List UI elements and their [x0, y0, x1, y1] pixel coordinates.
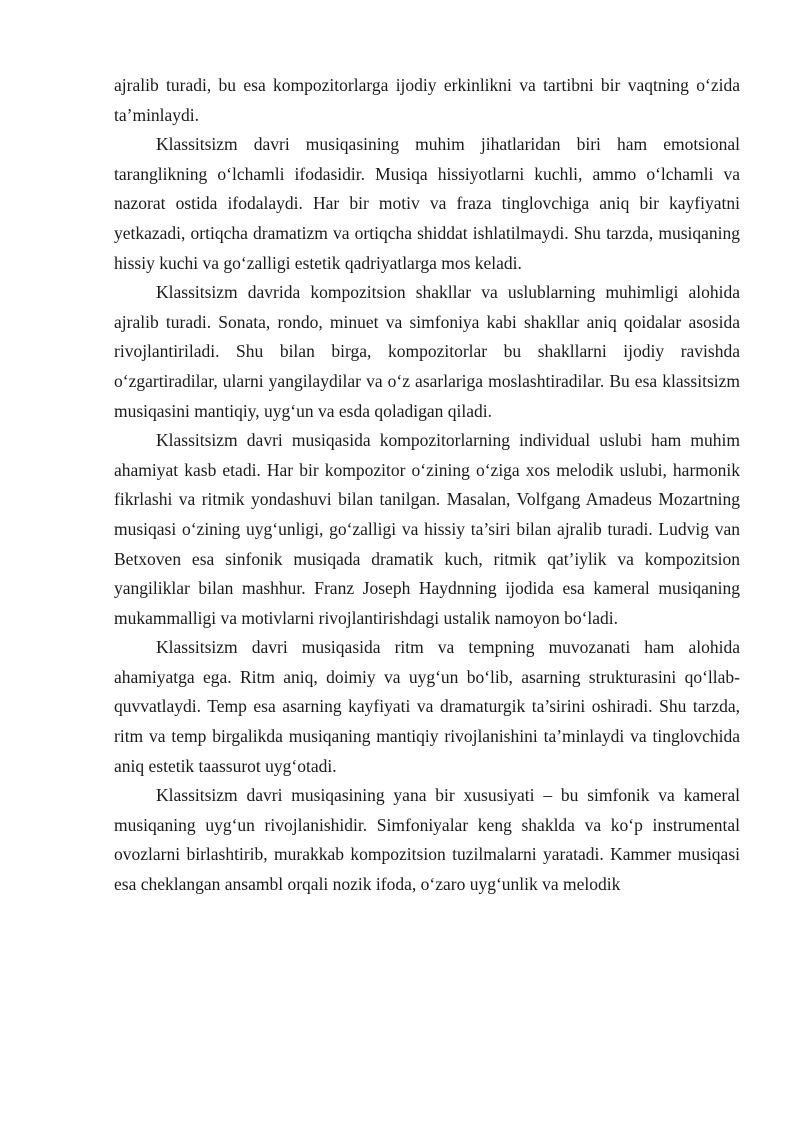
paragraph-continuation: ajralib turadi, bu esa kompozitorlarga ijodiy erkinlikni va tartibni bir vaqtning o‘zida ta’minlaydi.: [114, 75, 740, 125]
document-page: [114, 71, 740, 900]
paragraph-compositional-forms: Klassitsizm davrida kompozitsion shakllar va uslublarning muhimligi alohida ajralib turadi. Sonata, rondo, minuet va simfoniya kabi shakllar aniq qoidalar asosida rivojlantiriladi. Shu bilan birga, kompozitorlar bu shakllarni ijodiy ravishda o‘zgartiradilar, ularni yangilaydilar va o‘z asarlariga moslashtiradilar. Bu esa klassitsizm musiqasini mantiqiy, uyg‘un va esda qoladigan qiladi.: [114, 282, 740, 421]
paragraph-emotional-tension: Klassitsizm davri musiqasining muhim jihatlaridan biri ham emotsional taranglikning o‘lchamli ifodasidir. Musiqa hissiyotlarni kuchli, ammo o‘lchamli va nazorat ostida ifodalaydi. Har bir motiv va fraza tinglovchiga aniq bir kayfiyatni yetkazadi, ortiqcha dramatizm va ortiqcha shiddat ishlatilmaydi. Shu tarzda, musiqaning hissiy kuchi va go‘zalligi estetik qadriyatlarga mos keladi.: [114, 134, 740, 273]
paragraph-rhythm-tempo: Klassitsizm davri musiqasida ritm va tempning muvozanati ham alohida ahamiyatga ega. Ritm aniq, doimiy va uyg‘un bo‘lib, asarning strukturasini qo‘llab-quvvatlaydi. Temp esa asarning kayfiyati va dramaturgik ta’sirini oshiradi. Shu tarzda, ritm va temp birgalikda musiqaning mantiqiy rivojlanishini ta’minlaydi va tinglovchida aniq estetik taassurot uyg‘otadi.: [114, 637, 740, 776]
paragraph-individual-style: Klassitsizm davri musiqasida kompozitorlarning individual uslubi ham muhim ahamiyat kasb etadi. Har bir kompozitor o‘zining o‘ziga xos melodik uslubi, harmonik fikrlashi va ritmik yondashuvi bilan tanilgan. Masalan, Volfgang Amadeus Mozartning musiqasi o‘zining uyg‘unligi, go‘zalligi va hissiy ta’siri bilan ajralib turadi. Ludvig van Betxoven esa sinfonik musiqada dramatik kuch, ritmik qat’iylik va kompozitsion yangiliklar bilan mashhur. Franz Joseph Haydnning ijodida esa kameral musiqaning mukammalligi va motivlarni rivojlantirishdagi ustalik namoyon bo‘ladi.: [114, 430, 740, 628]
paragraph-symphonic-chamber: Klassitsizm davri musiqasining yana bir xususiyati – bu simfonik va kameral musiqaning uyg‘un rivojlanishidir. Simfoniyalar keng shaklda va ko‘p instrumental ovozlarni birlashtirib, murakkab kompozitsion tuzilmalarni yaratadi. Kammer musiqasi esa cheklangan ansambl orqali nozik ifoda, o‘zaro uyg‘unlik va melodik: [114, 785, 740, 895]
